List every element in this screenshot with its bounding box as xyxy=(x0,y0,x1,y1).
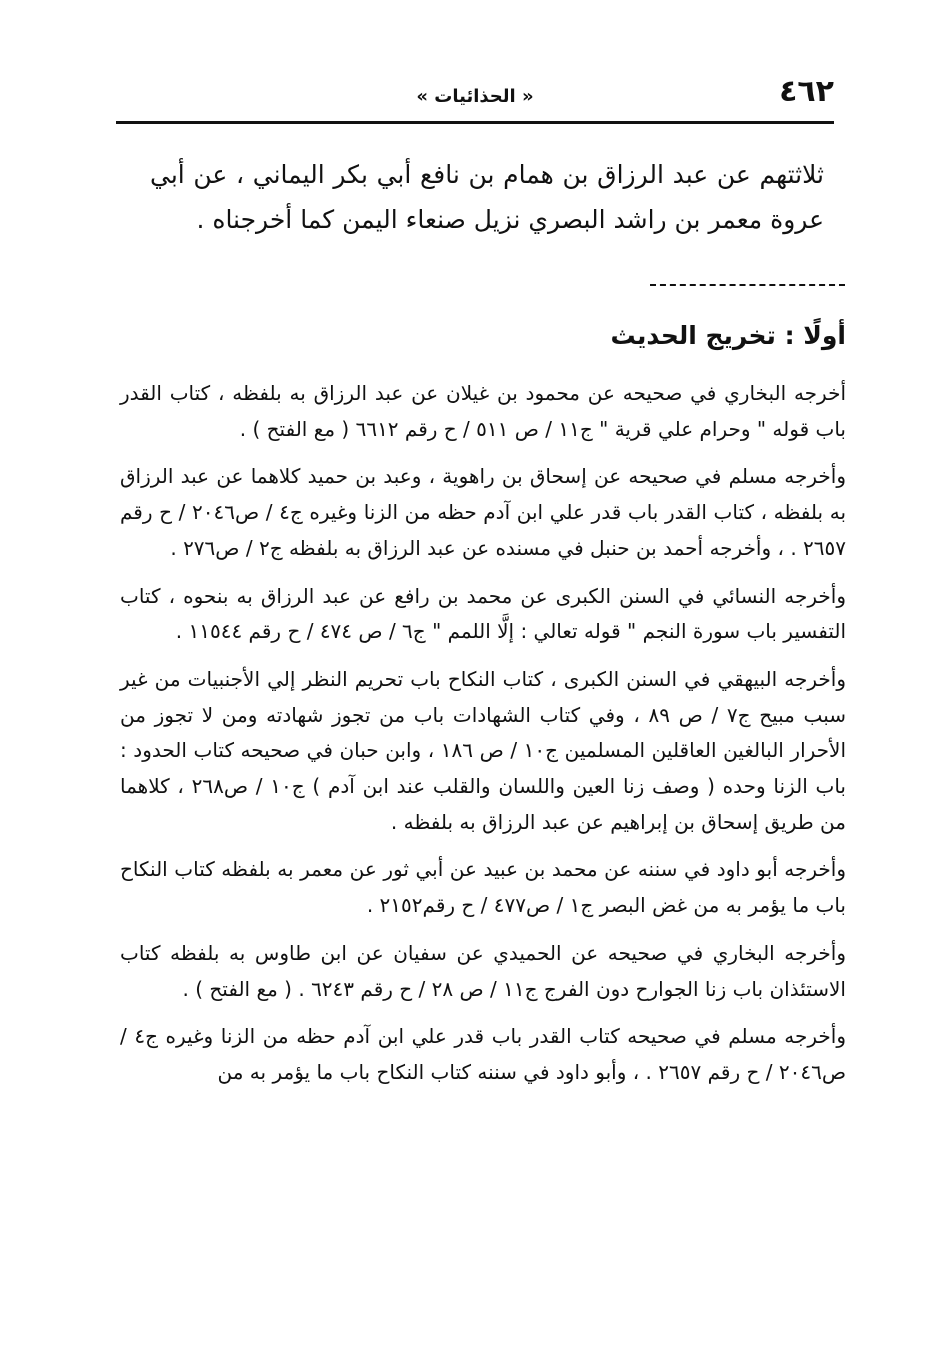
paragraph: وأخرجه النسائي في السنن الكبرى عن محمد بن رافع عن عبد الرزاق به بنحوه ، كتاب التفسير باب سورة النجم " قوله تعالي : إلَّا اللمم " ج٦ / ص ٤٧٤ / ح رقم ١١٥٤٤ . xyxy=(120,583,846,644)
body-text xyxy=(120,376,846,1103)
page-number: ٤٦٢ xyxy=(779,74,834,109)
paragraph: وأخرجه البخاري في صحيحه عن الحميدي عن سفيان عن ابن طاوس به بلفظه كتاب الاستئذان باب زنا الجوارح دون الفرج ج١١ / ص ٢٨ / ح رقم ٦٢٤٣ . ( مع الفتح ) . xyxy=(120,940,846,1001)
paragraph: وأخرجه مسلم في صحيحه عن إسحاق بن راهوية ، وعبد بن حميد كلاهما عن عبد الرزاق به بلفظه ، كتاب القدر باب قدر علي ابن آدم حظه من الزنا وغيره ج٤ / ص٢٠٤٦ / ح رقم ٢٦٥٧ . ، وأخرجه أحمد بن حنبل في مسنده عن عبد الرزاق به بلفظه ج٢ / ص٢٧٦ . xyxy=(120,464,847,560)
paragraph: وأخرجه البيهقي في السنن الكبرى ، كتاب النكاح باب تحريم النظر إلي الأجنبيات من غير سبب مبيح ج٧ / ص ٨٩ ، وفي كتاب الشهادات باب من تجوز شهادته ومن لا تجوز من الأحرار البالغين العاقلين المسلمين ج١٠ / ص ١٨٦ ، وابن حبان في صحيحه كتاب الحدود : باب الزنا وحده ( وصف زنا العين واللسان والقلب عند ابن آدم ) ج١٠ / ص٢٦٨ ، كلاهما من طريق إسحاق بن إبراهيم عن عبد الرزاق به بلفظه . xyxy=(120,666,846,834)
section-heading: أولًا : تخريج الحديث xyxy=(610,321,846,350)
intro-paragraph: ثلاثتهم عن عبد الرزاق بن همام بن نافع أبي بكر اليماني ، عن أبي عروة معمر بن راشد البصري نزيل صنعاء اليمن كما أخرجناه . xyxy=(150,160,824,234)
paragraph: أخرجه البخاري في صحيحه عن محمود بن غيلان عن عبد الرزاق به بلفظه ، كتاب القدر باب قوله " وحرام علي قرية " ج١١ / ص ٥١١ / ح رقم ٦٦١٢ ( مع الفتح ) . xyxy=(120,381,846,441)
paragraph: وأخرجه مسلم في صحيحه كتاب القدر باب قدر علي ابن آدم حظه من الزنا وغيره ج٤ / ص٢٠٤٦ / ح رقم ٢٦٥٧ . ، وأبو داود في سننه كتاب النكاح باب ما يؤمر به من xyxy=(120,1024,846,1084)
page-header xyxy=(116,74,834,118)
running-title: « الحذائيات » xyxy=(416,86,534,107)
section-separator xyxy=(650,284,845,286)
paragraph: وأخرجه أبو داود في سننه عن محمد بن عبيد عن أبي ثور عن معمر به بلفظه كتاب النكاح باب ما يؤمر به من غض البصر ج١ / ص٤٧٧ / ح رقم٢١٥٢ . xyxy=(120,857,846,918)
header-rule xyxy=(116,121,834,124)
